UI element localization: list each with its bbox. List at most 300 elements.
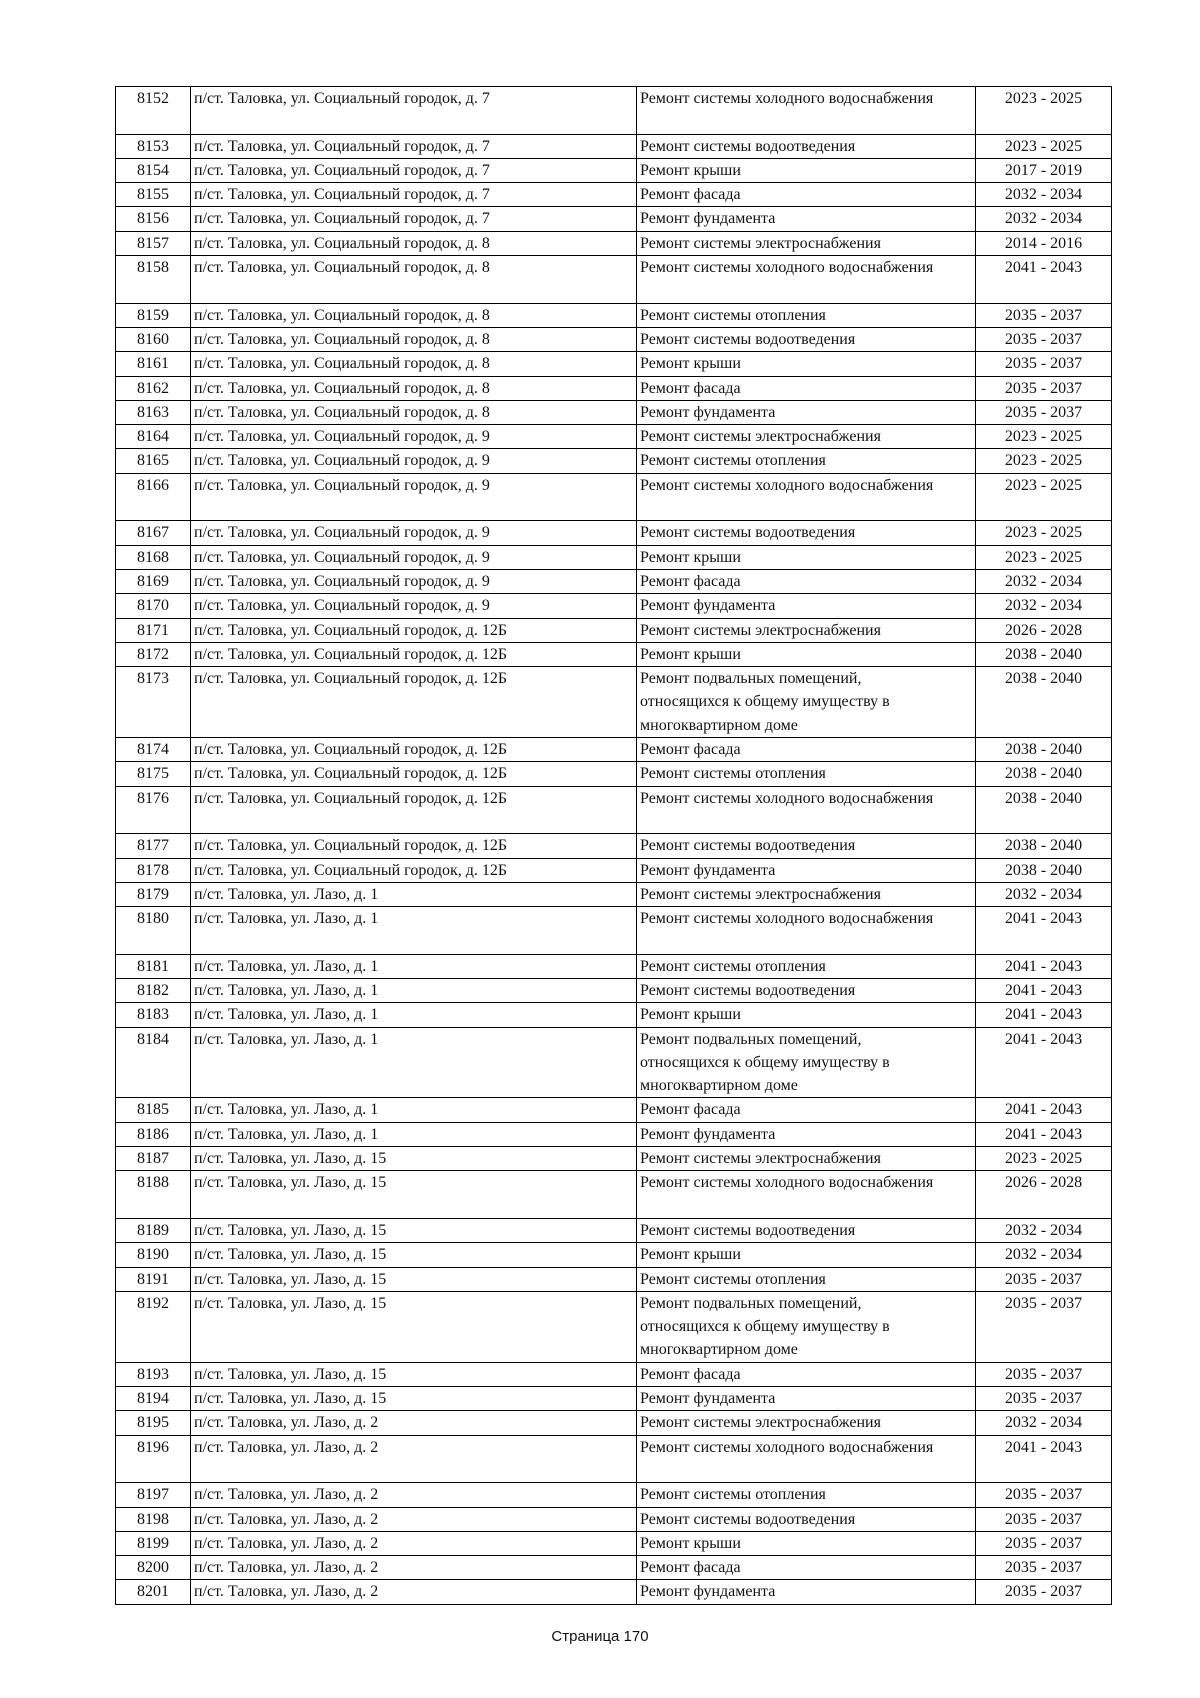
period-cell: 2023 - 2025	[976, 87, 1112, 135]
row-number-cell: 8157	[116, 231, 191, 255]
work-type-cell	[637, 1147, 976, 1171]
work-type-cell	[637, 303, 976, 327]
table-row	[116, 158, 1112, 182]
work-type-text: Ремонт фундамента	[640, 861, 776, 879]
address-cell: п/ст. Таловка, ул. Лазо, д. 15	[191, 1147, 637, 1171]
period-cell: 2032 - 2034	[976, 207, 1112, 231]
work-type-text: Ремонт системы холодного водоснабжения	[640, 1438, 934, 1456]
page-number: Страница 170	[551, 1628, 649, 1645]
row-number-cell: 8154	[116, 158, 191, 182]
address-cell: п/ст. Таловка, ул. Лазо, д. 1	[191, 978, 637, 1002]
row-number-cell: 8165	[116, 449, 191, 473]
work-type-text: Ремонт системы электроснабжения	[640, 1150, 881, 1168]
work-type-text: Ремонт системы водоотведения	[640, 1221, 856, 1239]
work-type-text: Ремонт системы водоотведения	[640, 330, 856, 348]
work-type-text: Ремонт системы холодного водоснабжения	[640, 789, 934, 807]
period-cell: 2041 - 2043	[976, 1098, 1112, 1122]
work-type-text: Ремонт системы холодного водоснабжения	[640, 90, 934, 107]
table-row	[116, 1243, 1112, 1267]
period-cell: 2038 - 2040	[976, 667, 1112, 738]
row-number-cell: 8180	[116, 907, 191, 955]
work-type-cell	[637, 1435, 976, 1483]
table-row	[116, 327, 1112, 351]
work-type-cell	[637, 1098, 976, 1122]
work-type-text: Ремонт фасада	[640, 379, 741, 397]
table-row	[116, 87, 1112, 135]
row-number-cell: 8193	[116, 1362, 191, 1386]
row-number-cell: 8175	[116, 762, 191, 786]
row-number-cell: 8162	[116, 376, 191, 400]
table-row	[116, 882, 1112, 906]
row-number-cell: 8169	[116, 569, 191, 593]
address-cell: п/ст. Таловка, ул. Лазо, д. 15	[191, 1362, 637, 1386]
period-cell: 2032 - 2034	[976, 569, 1112, 593]
table-row	[116, 183, 1112, 207]
address-cell: п/ст. Таловка, ул. Социальный городок, д. 7	[191, 158, 637, 182]
table-row	[116, 1171, 1112, 1219]
work-type-text: Ремонт подвальных помещений, относящихся к общему имуществу в многоквартирном доме	[640, 1030, 890, 1095]
row-number-cell: 8166	[116, 473, 191, 521]
address-cell: п/ст. Таловка, ул. Социальный городок, д. 12Б	[191, 762, 637, 786]
work-type-cell	[637, 1003, 976, 1027]
row-number-cell: 8163	[116, 400, 191, 424]
period-cell: 2014 - 2016	[976, 231, 1112, 255]
row-number-cell: 8198	[116, 1507, 191, 1531]
address-cell: п/ст. Таловка, ул. Лазо, д. 1	[191, 907, 637, 955]
work-type-cell	[637, 1122, 976, 1146]
period-cell: 2038 - 2040	[976, 834, 1112, 858]
address-cell: п/ст. Таловка, ул. Социальный городок, д. 8	[191, 352, 637, 376]
table-row	[116, 425, 1112, 449]
address-cell: п/ст. Таловка, ул. Лазо, д. 15	[191, 1291, 637, 1362]
work-type-text: Ремонт системы холодного водоснабжения	[640, 476, 934, 494]
period-cell: 2023 - 2025	[976, 449, 1112, 473]
period-cell: 2041 - 2043	[976, 256, 1112, 304]
address-cell: п/ст. Таловка, ул. Лазо, д. 2	[191, 1483, 637, 1507]
address-cell: п/ст. Таловка, ул. Социальный городок, д. 8	[191, 256, 637, 304]
work-type-text: Ремонт системы отопления	[640, 452, 826, 470]
work-type-cell	[637, 327, 976, 351]
work-type-cell	[637, 642, 976, 666]
work-type-text: Ремонт фасада	[640, 741, 741, 759]
work-type-text: Ремонт фундамента	[640, 403, 776, 421]
table-row	[116, 762, 1112, 786]
address-cell: п/ст. Таловка, ул. Социальный городок, д. 9	[191, 449, 637, 473]
row-number-cell: 8201	[116, 1580, 191, 1604]
work-type-cell	[637, 376, 976, 400]
period-cell: 2035 - 2037	[976, 376, 1112, 400]
work-type-cell	[637, 978, 976, 1002]
table-row	[116, 1411, 1112, 1435]
period-cell: 2023 - 2025	[976, 425, 1112, 449]
address-cell: п/ст. Таловка, ул. Социальный городок, д. 12Б	[191, 667, 637, 738]
period-cell: 2041 - 2043	[976, 954, 1112, 978]
table-row	[116, 256, 1112, 304]
work-type-text: Ремонт системы электроснабжения	[640, 428, 881, 446]
work-type-cell	[637, 1507, 976, 1531]
row-number-cell: 8176	[116, 786, 191, 834]
row-number-cell: 8188	[116, 1171, 191, 1219]
period-cell: 2023 - 2025	[976, 1147, 1112, 1171]
table-row	[116, 858, 1112, 882]
work-type-text: Ремонт крыши	[640, 1246, 741, 1264]
work-type-text: Ремонт фундамента	[640, 1390, 776, 1408]
period-cell: 2032 - 2034	[976, 183, 1112, 207]
row-number-cell: 8185	[116, 1098, 191, 1122]
work-type-cell	[637, 134, 976, 158]
work-type-text: Ремонт фасада	[640, 1559, 741, 1577]
table-row	[116, 400, 1112, 424]
address-cell: п/ст. Таловка, ул. Социальный городок, д. 9	[191, 594, 637, 618]
work-type-cell	[637, 738, 976, 762]
table-row	[116, 1507, 1112, 1531]
work-type-text: Ремонт системы водоотведения	[640, 981, 856, 999]
work-type-cell	[637, 207, 976, 231]
row-number-cell: 8192	[116, 1291, 191, 1362]
address-cell: п/ст. Таловка, ул. Социальный городок, д. 7	[191, 134, 637, 158]
address-cell: п/ст. Таловка, ул. Социальный городок, д. 12Б	[191, 834, 637, 858]
period-cell: 2038 - 2040	[976, 786, 1112, 834]
address-cell: п/ст. Таловка, ул. Социальный городок, д. 12Б	[191, 858, 637, 882]
period-cell: 2035 - 2037	[976, 400, 1112, 424]
table-row	[116, 1362, 1112, 1386]
work-type-text: Ремонт крыши	[640, 645, 741, 663]
row-number-cell: 8155	[116, 183, 191, 207]
row-number-cell: 8171	[116, 618, 191, 642]
table-row	[116, 473, 1112, 521]
work-type-cell	[637, 1531, 976, 1555]
work-type-cell	[637, 834, 976, 858]
row-number-cell: 8156	[116, 207, 191, 231]
work-type-text: Ремонт системы отопления	[640, 765, 826, 783]
work-type-text: Ремонт системы водоотведения	[640, 1510, 856, 1528]
table-row	[116, 1531, 1112, 1555]
period-cell: 2041 - 2043	[976, 1122, 1112, 1146]
period-cell: 2023 - 2025	[976, 521, 1112, 545]
address-cell: п/ст. Таловка, ул. Лазо, д. 1	[191, 1098, 637, 1122]
work-type-text: Ремонт системы отопления	[640, 1270, 826, 1288]
table-row	[116, 618, 1112, 642]
address-cell: п/ст. Таловка, ул. Социальный городок, д. 7	[191, 207, 637, 231]
address-cell: п/ст. Таловка, ул. Социальный городок, д. 9	[191, 473, 637, 521]
work-type-text: Ремонт системы отопления	[640, 306, 826, 324]
address-cell: п/ст. Таловка, ул. Лазо, д. 15	[191, 1387, 637, 1411]
work-type-text: Ремонт фасада	[640, 1101, 741, 1119]
period-cell: 2035 - 2037	[976, 1362, 1112, 1386]
period-cell: 2023 - 2025	[976, 473, 1112, 521]
work-type-text: Ремонт системы электроснабжения	[640, 885, 881, 903]
row-number-cell: 8191	[116, 1267, 191, 1291]
row-number-cell: 8199	[116, 1531, 191, 1555]
work-type-text: Ремонт крыши	[640, 355, 741, 373]
work-type-text: Ремонт фасада	[640, 1365, 741, 1383]
table-row	[116, 545, 1112, 569]
address-cell: п/ст. Таловка, ул. Лазо, д. 15	[191, 1218, 637, 1242]
work-type-text: Ремонт системы холодного водоснабжения	[640, 1174, 934, 1192]
table-row	[116, 642, 1112, 666]
period-cell: 2041 - 2043	[976, 1435, 1112, 1483]
address-cell: п/ст. Таловка, ул. Лазо, д. 2	[191, 1507, 637, 1531]
work-type-cell	[637, 425, 976, 449]
period-cell: 2035 - 2037	[976, 1556, 1112, 1580]
table-row	[116, 1003, 1112, 1027]
period-cell: 2041 - 2043	[976, 907, 1112, 955]
address-cell: п/ст. Таловка, ул. Социальный городок, д. 9	[191, 545, 637, 569]
table-row	[116, 594, 1112, 618]
work-type-cell	[637, 183, 976, 207]
row-number-cell: 8184	[116, 1027, 191, 1098]
work-type-cell	[637, 1243, 976, 1267]
work-type-text: Ремонт системы холодного водоснабжения	[640, 259, 934, 277]
period-cell: 2035 - 2037	[976, 1507, 1112, 1531]
work-type-cell	[637, 594, 976, 618]
address-cell: п/ст. Таловка, ул. Лазо, д. 2	[191, 1411, 637, 1435]
work-type-text: Ремонт фасада	[640, 572, 741, 590]
work-type-text: Ремонт фундамента	[640, 1125, 776, 1143]
work-type-cell	[637, 158, 976, 182]
table-row	[116, 978, 1112, 1002]
address-cell: п/ст. Таловка, ул. Лазо, д. 1	[191, 954, 637, 978]
table-row	[116, 1556, 1112, 1580]
work-type-cell	[637, 667, 976, 738]
address-cell: п/ст. Таловка, ул. Социальный городок, д. 12Б	[191, 786, 637, 834]
row-number-cell: 8194	[116, 1387, 191, 1411]
period-cell: 2032 - 2034	[976, 1411, 1112, 1435]
address-cell: п/ст. Таловка, ул. Лазо, д. 1	[191, 1122, 637, 1146]
work-type-cell	[637, 1291, 976, 1362]
work-type-cell	[637, 449, 976, 473]
row-number-cell: 8174	[116, 738, 191, 762]
work-type-cell	[637, 1556, 976, 1580]
work-type-text: Ремонт фундамента	[640, 1583, 776, 1601]
address-cell: п/ст. Таловка, ул. Лазо, д. 1	[191, 1003, 637, 1027]
table-row	[116, 1580, 1112, 1604]
period-cell: 2032 - 2034	[976, 1218, 1112, 1242]
address-cell: п/ст. Таловка, ул. Социальный городок, д. 7	[191, 183, 637, 207]
work-type-text: Ремонт фундамента	[640, 597, 776, 615]
period-cell: 2035 - 2037	[976, 1267, 1112, 1291]
table-row	[116, 352, 1112, 376]
work-type-text: Ремонт системы водоотведения	[640, 524, 856, 542]
table-row	[116, 1483, 1112, 1507]
period-cell: 2041 - 2043	[976, 1003, 1112, 1027]
work-type-cell	[637, 1218, 976, 1242]
address-cell: п/ст. Таловка, ул. Лазо, д. 2	[191, 1531, 637, 1555]
address-cell: п/ст. Таловка, ул. Социальный городок, д. 9	[191, 521, 637, 545]
row-number-cell: 8153	[116, 134, 191, 158]
work-type-text: Ремонт крыши	[640, 1534, 741, 1552]
row-number-cell: 8172	[116, 642, 191, 666]
work-type-cell	[637, 1580, 976, 1604]
work-type-text: Ремонт системы отопления	[640, 957, 826, 975]
row-number-cell: 8159	[116, 303, 191, 327]
row-number-cell: 8186	[116, 1122, 191, 1146]
work-type-text: Ремонт системы отопления	[640, 1486, 826, 1504]
address-cell: п/ст. Таловка, ул. Лазо, д. 2	[191, 1580, 637, 1604]
table-row	[116, 1218, 1112, 1242]
table-row	[116, 1027, 1112, 1098]
work-type-cell	[637, 87, 976, 135]
row-number-cell: 8152	[116, 87, 191, 135]
address-cell: п/ст. Таловка, ул. Социальный городок, д. 7	[191, 87, 637, 135]
period-cell: 2041 - 2043	[976, 978, 1112, 1002]
row-number-cell: 8183	[116, 1003, 191, 1027]
work-type-cell	[637, 1483, 976, 1507]
period-cell: 2035 - 2037	[976, 352, 1112, 376]
table-row	[116, 1122, 1112, 1146]
period-cell: 2038 - 2040	[976, 762, 1112, 786]
table-row	[116, 1435, 1112, 1483]
work-type-text: Ремонт фундамента	[640, 210, 776, 228]
period-cell: 2038 - 2040	[976, 858, 1112, 882]
work-type-cell	[637, 352, 976, 376]
period-cell: 2032 - 2034	[976, 882, 1112, 906]
table-row	[116, 1147, 1112, 1171]
table-row	[116, 667, 1112, 738]
address-cell: п/ст. Таловка, ул. Лазо, д. 1	[191, 1027, 637, 1098]
table-row	[116, 207, 1112, 231]
address-cell: п/ст. Таловка, ул. Социальный городок, д. 8	[191, 327, 637, 351]
address-cell: п/ст. Таловка, ул. Социальный городок, д. 8	[191, 231, 637, 255]
work-type-text: Ремонт системы холодного водоснабжения	[640, 910, 934, 928]
row-number-cell: 8164	[116, 425, 191, 449]
address-cell: п/ст. Таловка, ул. Лазо, д. 15	[191, 1267, 637, 1291]
row-number-cell: 8177	[116, 834, 191, 858]
period-cell: 2032 - 2034	[976, 1243, 1112, 1267]
period-cell: 2038 - 2040	[976, 738, 1112, 762]
row-number-cell: 8173	[116, 667, 191, 738]
work-type-cell	[637, 1411, 976, 1435]
row-number-cell: 8168	[116, 545, 191, 569]
work-type-cell	[637, 521, 976, 545]
work-type-text: Ремонт системы электроснабжения	[640, 1414, 881, 1432]
table-row	[116, 134, 1112, 158]
period-cell: 2035 - 2037	[976, 1580, 1112, 1604]
row-number-cell: 8161	[116, 352, 191, 376]
address-cell: п/ст. Таловка, ул. Социальный городок, д. 8	[191, 376, 637, 400]
table-body	[116, 87, 1112, 1605]
work-type-cell	[637, 1387, 976, 1411]
work-type-cell	[637, 1362, 976, 1386]
row-number-cell: 8189	[116, 1218, 191, 1242]
period-cell: 2038 - 2040	[976, 642, 1112, 666]
table-row	[116, 521, 1112, 545]
work-type-cell	[637, 1027, 976, 1098]
table-row	[116, 376, 1112, 400]
work-type-text: Ремонт крыши	[640, 161, 741, 179]
period-cell: 2026 - 2028	[976, 1171, 1112, 1219]
work-type-text: Ремонт системы водоотведения	[640, 837, 856, 855]
row-number-cell: 8200	[116, 1556, 191, 1580]
address-cell: п/ст. Таловка, ул. Лазо, д. 15	[191, 1171, 637, 1219]
address-cell: п/ст. Таловка, ул. Лазо, д. 15	[191, 1243, 637, 1267]
row-number-cell: 8190	[116, 1243, 191, 1267]
work-type-cell	[637, 882, 976, 906]
table-row	[116, 834, 1112, 858]
address-cell: п/ст. Таловка, ул. Социальный городок, д. 8	[191, 400, 637, 424]
row-number-cell: 8178	[116, 858, 191, 882]
row-number-cell: 8160	[116, 327, 191, 351]
address-cell: п/ст. Таловка, ул. Социальный городок, д. 12Б	[191, 642, 637, 666]
row-number-cell: 8170	[116, 594, 191, 618]
work-type-text: Ремонт подвальных помещений, относящихся к общему имуществу в многоквартирном доме	[640, 1294, 890, 1359]
address-cell: п/ст. Таловка, ул. Социальный городок, д. 8	[191, 303, 637, 327]
work-type-cell	[637, 907, 976, 955]
period-cell: 2035 - 2037	[976, 1483, 1112, 1507]
period-cell: 2023 - 2025	[976, 134, 1112, 158]
work-type-text: Ремонт системы электроснабжения	[640, 621, 881, 639]
address-cell: п/ст. Таловка, ул. Социальный городок, д. 9	[191, 425, 637, 449]
row-number-cell: 8196	[116, 1435, 191, 1483]
work-type-cell	[637, 858, 976, 882]
work-type-cell	[637, 400, 976, 424]
row-number-cell: 8195	[116, 1411, 191, 1435]
row-number-cell: 8197	[116, 1483, 191, 1507]
period-cell: 2032 - 2034	[976, 594, 1112, 618]
work-type-cell	[637, 569, 976, 593]
row-number-cell: 8158	[116, 256, 191, 304]
table-row	[116, 786, 1112, 834]
row-number-cell: 8187	[116, 1147, 191, 1171]
table-row	[116, 569, 1112, 593]
work-type-text: Ремонт подвальных помещений, относящихся к общему имуществу в многоквартирном доме	[640, 670, 890, 734]
work-type-cell	[637, 473, 976, 521]
work-type-cell	[637, 545, 976, 569]
work-type-text: Ремонт крыши	[640, 548, 741, 566]
table-row	[116, 231, 1112, 255]
table-row	[116, 449, 1112, 473]
work-type-cell	[637, 762, 976, 786]
table-row	[116, 1291, 1112, 1362]
period-cell: 2035 - 2037	[976, 1291, 1112, 1362]
work-type-cell	[637, 1171, 976, 1219]
table-row	[116, 738, 1112, 762]
table-row	[116, 907, 1112, 955]
period-cell: 2026 - 2028	[976, 618, 1112, 642]
work-type-cell	[637, 1267, 976, 1291]
row-number-cell: 8179	[116, 882, 191, 906]
address-cell: п/ст. Таловка, ул. Лазо, д. 1	[191, 882, 637, 906]
address-cell: п/ст. Таловка, ул. Лазо, д. 2	[191, 1556, 637, 1580]
work-type-text: Ремонт крыши	[640, 1006, 741, 1024]
address-cell: п/ст. Таловка, ул. Лазо, д. 2	[191, 1435, 637, 1483]
work-type-cell	[637, 786, 976, 834]
address-cell: п/ст. Таловка, ул. Социальный городок, д. 12Б	[191, 618, 637, 642]
period-cell: 2023 - 2025	[976, 545, 1112, 569]
work-type-text: Ремонт системы водоотведения	[640, 137, 856, 155]
period-cell: 2041 - 2043	[976, 1027, 1112, 1098]
row-number-cell: 8167	[116, 521, 191, 545]
period-cell: 2035 - 2037	[976, 1387, 1112, 1411]
period-cell: 2035 - 2037	[976, 327, 1112, 351]
work-type-cell	[637, 954, 976, 978]
address-cell: п/ст. Таловка, ул. Социальный городок, д. 12Б	[191, 738, 637, 762]
table-row	[116, 954, 1112, 978]
table-row	[116, 1098, 1112, 1122]
row-number-cell: 8181	[116, 954, 191, 978]
repair-schedule-table	[115, 86, 1112, 1605]
period-cell: 2017 - 2019	[976, 158, 1112, 182]
page-footer	[0, 1628, 1200, 1645]
period-cell: 2035 - 2037	[976, 303, 1112, 327]
table-row	[116, 1387, 1112, 1411]
row-number-cell: 8182	[116, 978, 191, 1002]
work-type-cell	[637, 256, 976, 304]
work-type-text: Ремонт фасада	[640, 186, 741, 204]
address-cell: п/ст. Таловка, ул. Социальный городок, д. 9	[191, 569, 637, 593]
work-type-text: Ремонт системы электроснабжения	[640, 234, 881, 252]
table-row	[116, 1267, 1112, 1291]
